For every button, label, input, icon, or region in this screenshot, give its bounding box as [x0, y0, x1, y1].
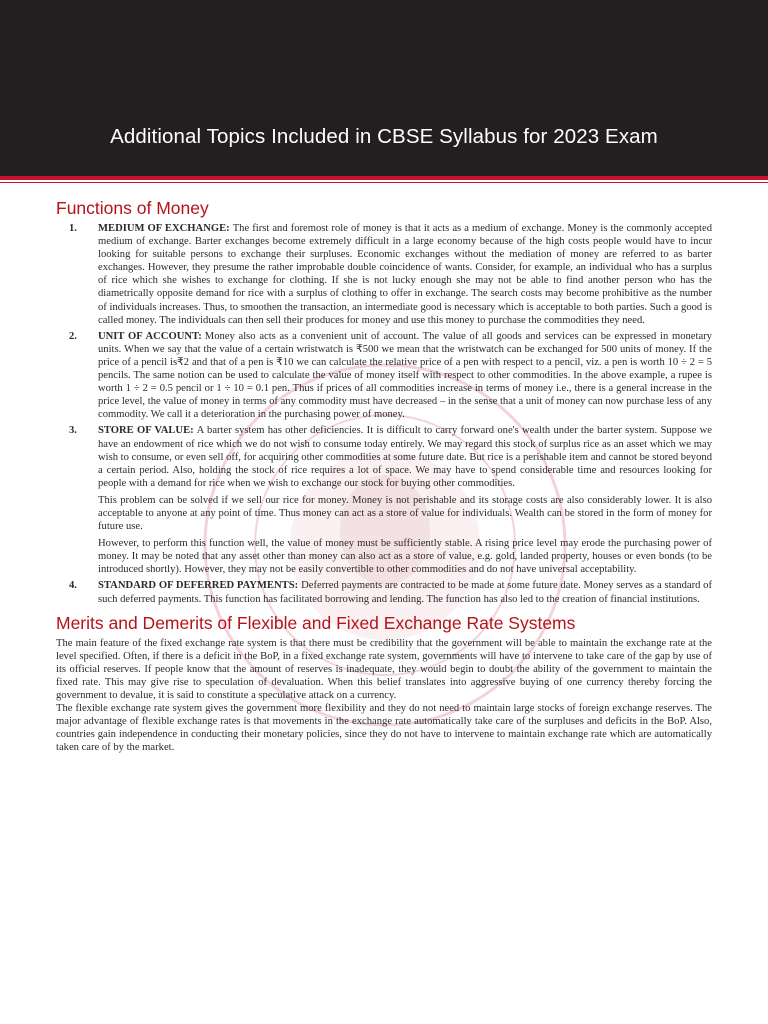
item-text: The first and foremost role of money is that it acts as a medium of exchange. Money is the commonly accepted medium of exchange. Barter exchanges become extremely difficult in a large economy because of the high costs people would have to incur looking for suitable persons to exchange their surpluses. Economic exchanges without the mediation of money are referred to as barter exchanges. However, they presume the rather improbable double coincidence of wants. Consider, for example, an individual who has a surplus of rice which she wishes to exchange for clothing. If she is not lucky enough she may not be able to find another person who has the diametrically opposite demand for rice with a surplus of clothing to offer in exchange. The search costs may become prohibitive as the number of individuals increases. Thus, to smoothen the transaction, an intermediate good is necessary which is acceptable to both parties. Such a good is called money. The individuals can then sell their produces for money and use this money to purchase the commodities they need.: [98, 223, 712, 326]
list-item: [56, 330, 712, 422]
item-subparagraph: However, to perform this function well, the value of money must be sufficiently stable. A rising price level may erode the purchasing power of money. It may be noted that any asset other than money can also act as a store of value, e.g. gold, landed property, houses or even bonds (to be introduced shortly). However, they may not be easily convertible to other commodities and do not have universal acceptability.: [98, 538, 712, 576]
item-number: 4.: [69, 580, 77, 592]
merits-paragraph: The flexible exchange rate system gives the government more flexibility and they do not need to maintain large stocks of foreign exchange reserves. The major advantage of flexible exchange rates is that movements in the exchange rate automatically take care of the surpluses and deficits in the BoP. Also, countries gain independence in conducting their monetary policies, since they do not have to intervene to maintain exchange rate which are automatically taken care of by the market.: [56, 703, 712, 754]
item-term: MEDIUM OF EXCHANGE:: [98, 223, 230, 234]
item-term: STANDARD OF DEFERRED PAYMENTS:: [98, 580, 299, 592]
list-item: [56, 424, 712, 576]
item-term: UNIT OF ACCOUNT:: [98, 330, 202, 342]
item-number: 1.: [69, 223, 77, 234]
header-rule-thin: [0, 182, 768, 183]
list-item: [56, 222, 712, 327]
item-text: Money also acts as a convenient unit of account. The value of all goods and services can be expressed in monetary units. When we say that the value of a certain wristwatch is ₹500 we mean that the wristwatch can be exchanged for 500 units of money. If the price of a pencil is₹2 and that of a pen is ₹10 we can calculate the relative price of a pen with respect to a pencil, viz. a pen is worth 10 ÷ 2 = 5 pencils. The same notion can be used to calculate the value of money itself with respect to other commodities. In the above example, a rupee is worth 1 ÷ 2 = 0.5 pencil or 1 ÷ 10 = 0.1 pen. Thus if prices of all commodities increase in terms of money i.e., there is a general increase in the price level, the value of money in terms of any commodity must have decreased – in the sense that a unit of money can now purchase less of any commodity. We call it a deterioration in the purchasing power of money.: [98, 330, 712, 421]
page-title: Additional Topics Included in CBSE Syllabus for 2023 Exam: [110, 125, 658, 148]
item-text: A barter system has other deficiencies. It is difficult to carry forward one's wealth under the barter system. Suppose we have an endowment of rice which we do not wish to consume today entirely. We may regard this stock of surplus rice as an asset which we may wish to consume, or even sell off, for acquiring other commodities at some future date. But rice is a perishable item and cannot be stored beyond a certain period. Also, holding the stock of rice requires a lot of space. We may have to spend considerable time and resources looking for people with a demand for rice when we wish to exchange our stock for buying other commodities.: [98, 425, 712, 489]
page-header-band: [0, 0, 768, 176]
item-paragraph: [98, 222, 712, 327]
section-heading-merits: Merits and Demerits of Flexible and Fixed Exchange Rate Systems: [56, 612, 576, 633]
item-number: 3.: [69, 425, 77, 437]
merits-paragraph: The main feature of the fixed exchange rate system is that there must be credibility that the government will be able to maintain the exchange rate at the level specified. Often, if there is a deficit in the BoP, in a fixed exchange rate system, governments will have to intervene to take care of the gap by use of its official reserves. If people know that the amount of reserves is inadequate, they would begin to doubt the ability of the government to maintain the fixed rate. This may give rise to speculation of devaluation. When this belief translates into aggressive buying of one currency thereby forcing the government to devalue, it is said to constitute a speculative attack on a currency.: [56, 637, 712, 701]
item-term: STORE OF VALUE:: [98, 425, 194, 437]
item-paragraph: [98, 424, 712, 489]
item-text: Deferred payments are contracted to be made at some future date. Money serves as a standard of such deferred payments. This function has facilitated borrowing and lending. The function has also led to the creation of financial institutions.: [98, 580, 712, 605]
page-content: [56, 196, 712, 754]
item-number: 2.: [69, 330, 77, 342]
item-paragraph: [98, 579, 712, 605]
functions-list: [56, 222, 712, 606]
list-item: [56, 579, 712, 605]
section-heading-functions: Functions of Money: [56, 198, 209, 218]
item-subparagraph: This problem can be solved if we sell our rice for money. Money is not perishable and its storage costs are also considerably lower. It is also acceptable to anyone at any point of time. Thus money can act as a store of value for individuals. Wealth can be stored in the form of money for future use.: [98, 494, 712, 533]
item-paragraph: [98, 330, 712, 422]
